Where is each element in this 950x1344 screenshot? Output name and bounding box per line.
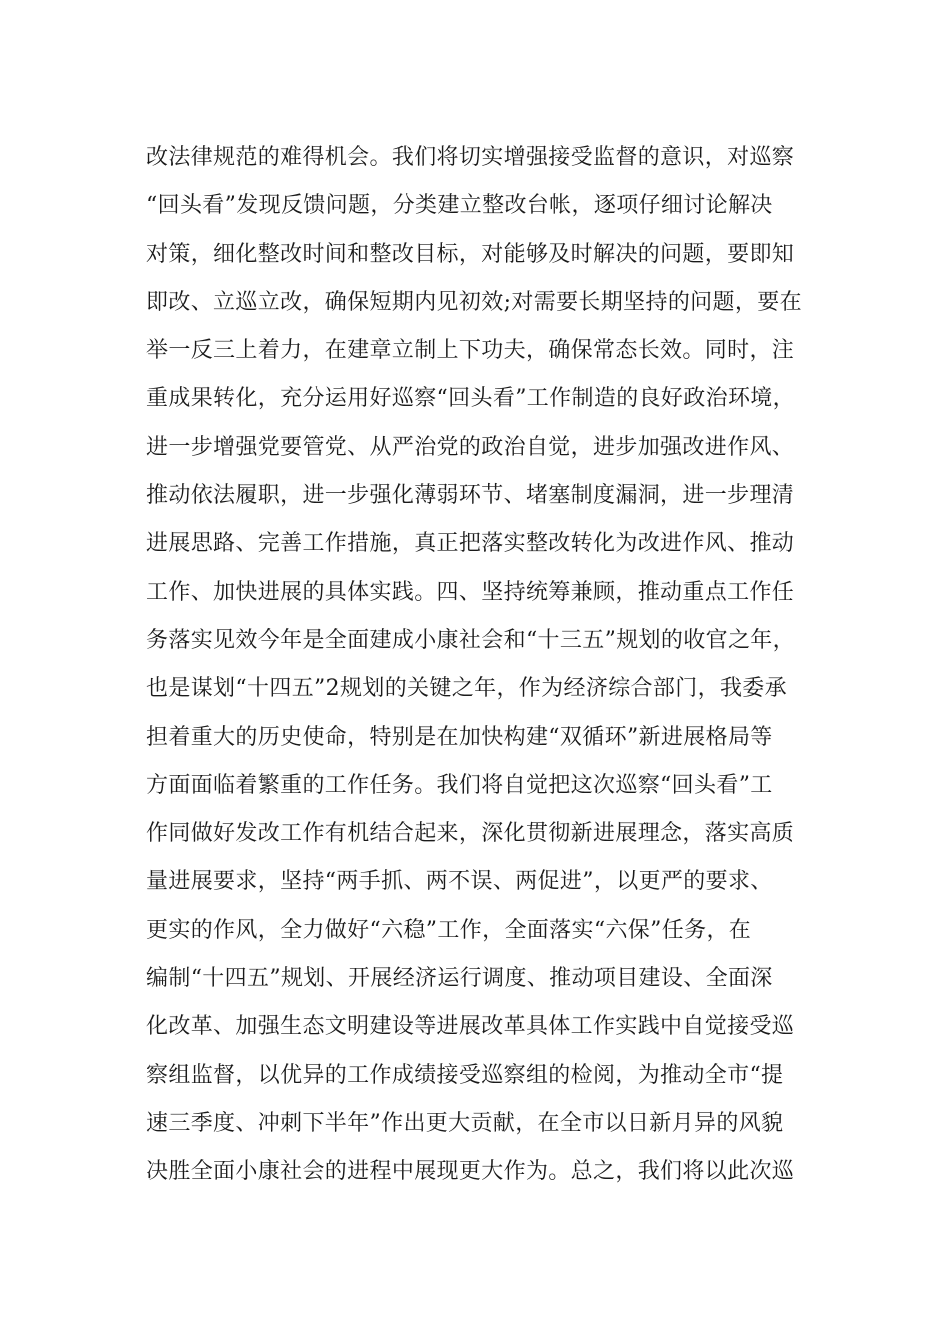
text-line: 决胜全面小康社会的进程中展现更大作为。总之，我们将以此次巡 [146,1159,795,1185]
text-line: “回头看”发现反馈问题，分类建立整改台帐，逐项仔细讨论解决 [146,193,773,219]
text-line: 速三季度、冲刺下半年”作出更大贡献，在全市以日新月异的风貌 [146,1110,784,1136]
text-line: 担着重大的历史使命，特别是在加快构建“双循环”新进展格局等 [146,724,773,750]
text-line: 推动依法履职，进一步强化薄弱环节、堵塞制度漏洞，进一步理清 [146,483,795,509]
text-line: 察组监督，以优异的工作成绩接受巡察组的检阅，为推动全市“提 [146,1062,784,1088]
text-line: 量进展要求，坚持“两手抓、两不误、两促进”，以更严的要求、 [146,869,773,895]
text-line: 编制“十四五”规划、开展经济运行调度、推动项目建设、全面深 [146,966,773,992]
body-text [146,134,826,1197]
text-line: 作同做好发改工作有机结合起来，深化贯彻新进展理念，落实高质 [146,821,795,847]
text-line: 进展思路、完善工作措施，真正把落实整改转化为改进作风、推动 [146,531,795,557]
text-line: 务落实见效今年是全面建成小康社会和“十三五”规划的收官之年， [146,627,795,653]
text-line: 更实的作风，全力做好“六稳”工作，全面落实“六保”任务，在 [146,917,752,943]
text-line: 改法律规范的难得机会。我们将切实增强接受监督的意识，对巡察 [146,145,795,170]
text-line: 也是谋划“十四五”2规划的关键之年，作为经济综合部门，我委承 [146,676,787,702]
text-line: 进一步增强党要管党、从严治党的政治自觉，进步加强改进作风、 [146,434,795,460]
text-line: 对策，细化整改时间和整改目标，对能够及时解决的问题，要即知 [146,241,795,267]
text-line: 方面面临着繁重的工作任务。我们将自觉把这次巡察“回头看”工 [146,772,773,798]
text-line: 工作、加快进展的具体实践。四、坚持统筹兼顾，推动重点工作任 [146,579,795,605]
text-line: 即改、立巡立改，确保短期内见初效;对需要长期坚持的问题，要在 [146,289,802,315]
text-line: 重成果转化，充分运用好巡察“回头看”工作制造的良好政治环境， [146,386,795,412]
text-line: 举一反三上着力，在建章立制上下功夫，确保常态长效。同时，注 [146,338,795,364]
text-line: 化改革、加强生态文明建设等进展改革具体工作实践中自觉接受巡 [146,1014,795,1040]
